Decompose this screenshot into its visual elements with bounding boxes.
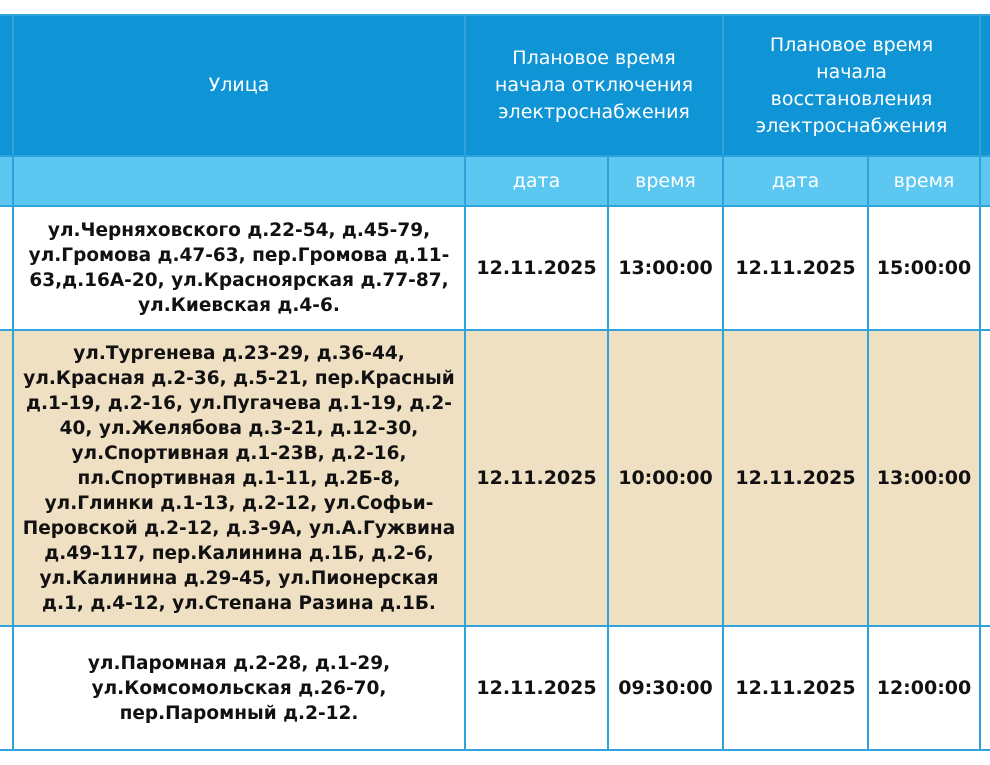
row-edge-right	[980, 626, 990, 750]
row-edge-right	[980, 330, 990, 626]
subheader-off-time: время	[608, 156, 723, 206]
on-time: 13:00:00	[868, 330, 980, 626]
street-line: ул.Комсомольская д.26-70,	[91, 677, 387, 699]
street-line: ул.Киевская д.4-6.	[138, 295, 340, 316]
on-date: 12.11.2025	[723, 206, 868, 330]
header-edge-right	[980, 15, 990, 156]
street-list	[13, 626, 465, 750]
table-row	[0, 206, 990, 330]
off-time: 13:00:00	[608, 206, 723, 330]
street-line: 40, ул.Желябова д.3-21, д.12-30,	[59, 417, 419, 439]
header-on-line: восстановления	[770, 87, 933, 110]
street-list	[13, 206, 465, 330]
on-date: 12.11.2025	[723, 626, 868, 750]
street-line: ул.Черняховского д.22-54, д.45-79,	[47, 220, 431, 241]
header-off-line: электроснабжения	[498, 101, 690, 123]
header-edge-left	[0, 15, 13, 156]
off-date: 12.11.2025	[465, 626, 608, 750]
street-line: ул.Тургенева д.23-29, д.36-44,	[73, 342, 405, 364]
street-line: Перовской д.2-12, д.3-9А, ул.А.Гужвина	[22, 517, 456, 539]
street-list	[13, 330, 465, 626]
street-line: ул.Громова д.47-63, пер.Громова д.11-	[28, 245, 450, 266]
street-line: пер.Паромный д.2-12.	[119, 702, 359, 724]
subheader-on-date: дата	[723, 156, 868, 206]
subheader-edge-left	[0, 156, 13, 206]
header-on-line: начала	[816, 60, 887, 83]
street-line: д.1-19, д.2-16, ул.Пугачева д.1-19, д.2-	[26, 392, 452, 414]
header-planned-restore	[723, 15, 980, 156]
on-time: 15:00:00	[868, 206, 980, 330]
subheader-on-time: время	[868, 156, 980, 206]
street-line: д.49-117, пер.Калинина д.1Б, д.2-6,	[44, 542, 434, 564]
header-row-sub	[0, 156, 990, 206]
header-on-line: Плановое время	[769, 33, 934, 56]
street-line: ул.Спортивная д.1-23В, д.2-16,	[71, 442, 407, 464]
header-on-line: электроснабжения	[755, 114, 948, 137]
off-date: 12.11.2025	[465, 206, 608, 330]
header-street: Улица	[13, 15, 465, 156]
off-time: 09:30:00	[608, 626, 723, 750]
off-time: 10:00:00	[608, 330, 723, 626]
outage-schedule-table	[0, 14, 990, 751]
subheader-street-blank	[13, 156, 465, 206]
street-line: ул.Глинки д.1-13, д.2-12, ул.Софьи-	[44, 492, 434, 514]
street-line: ул.Калинина д.29-45, ул.Пионерская	[39, 567, 439, 589]
subheader-edge-right	[980, 156, 990, 206]
off-date: 12.11.2025	[465, 330, 608, 626]
street-line: 63,д.16А-20, ул.Красноярская д.77-87,	[29, 270, 449, 291]
row-edge-left	[0, 330, 13, 626]
street-line: ул.Красная д.2-36, д.5-21, пер.Красный	[23, 367, 455, 389]
row-edge-left	[0, 206, 13, 330]
subheader-off-date: дата	[465, 156, 608, 206]
header-planned-off	[465, 15, 723, 156]
row-edge-left	[0, 626, 13, 750]
header-off-line: начала отключения	[494, 74, 694, 96]
street-line: пл.Спортивная д.1-11, д.2Б-8,	[77, 467, 401, 489]
street-line: д.1, д.4-12, ул.Степана Разина д.1Б.	[42, 592, 436, 614]
on-time: 12:00:00	[868, 626, 980, 750]
header-row-main	[0, 15, 990, 156]
table-row	[0, 330, 990, 626]
header-off-line: Плановое время	[512, 47, 676, 69]
street-line: ул.Паромная д.2-28, д.1-29,	[87, 652, 391, 674]
on-date: 12.11.2025	[723, 330, 868, 626]
row-edge-right	[980, 206, 990, 330]
table-row	[0, 626, 990, 750]
